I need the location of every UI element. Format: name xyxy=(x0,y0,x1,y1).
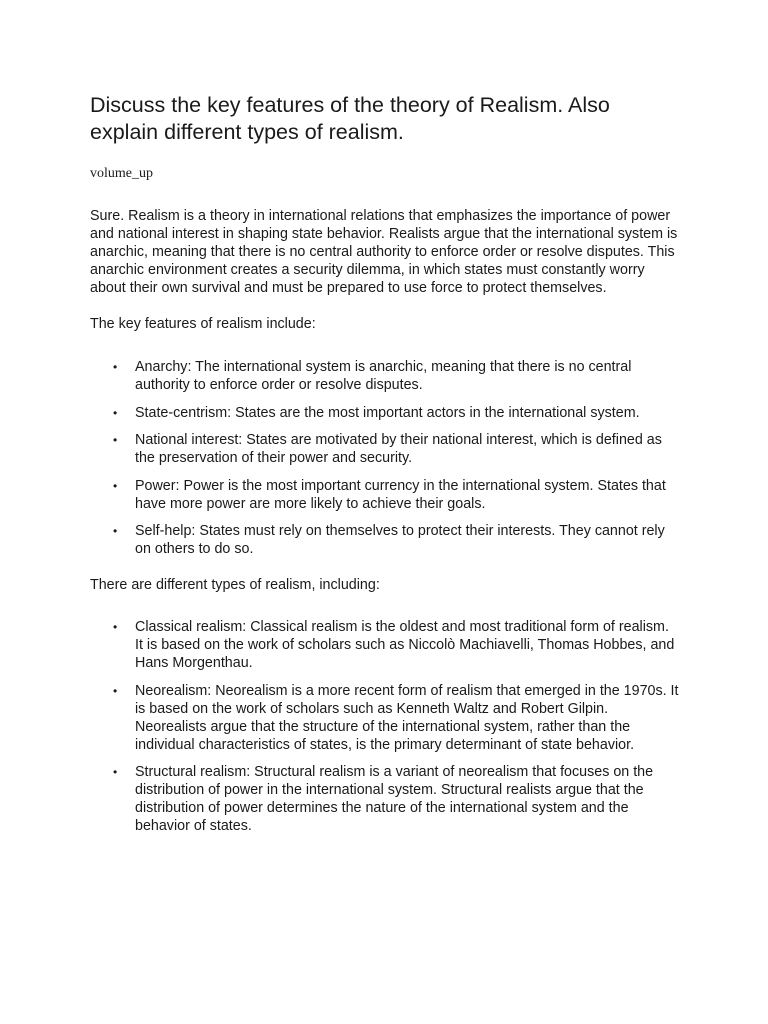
bullet-icon: • xyxy=(113,478,118,493)
list-item-text: Classical realism: Classical realism is the oldest and most traditional form of realism. It is based on the work of scholars such as Niccolò Machiavelli, Thomas Hobbes, and Hans Morgenthau. xyxy=(135,619,675,671)
list-item xyxy=(90,763,680,835)
list-item xyxy=(90,431,680,467)
list-item xyxy=(90,404,680,422)
bullet-icon: • xyxy=(113,405,118,420)
list-item-text: State-centrism: States are the most important actors in the international system. xyxy=(135,404,640,421)
list-item xyxy=(90,477,680,513)
types-list xyxy=(90,618,680,835)
bullet-icon: • xyxy=(113,433,118,447)
volume-up-icon[interactable]: volume_up xyxy=(90,166,153,181)
bullet-icon: • xyxy=(113,620,118,634)
list-item-text: Neorealism: Neorealism is a more recent form of realism that emerged in the 1970s. It is based on the work of scholars such as Kenneth Waltz and Robert Gilpin. Neorealists argue that the structure of the international system, rather than the individual characteristics of states, is the primary determinant of state behavior. xyxy=(135,682,679,753)
document-page xyxy=(90,92,680,845)
list-item-text: Anarchy: The international system is anarchic, meaning that there is no central authority to enforce order or resolve disputes. xyxy=(135,359,632,393)
list-item xyxy=(90,358,680,394)
list-item-text: Power: Power is the most important currency in the international system. States that have more power are more likely to achieve their goals. xyxy=(135,477,666,512)
bullet-icon: • xyxy=(113,360,118,374)
list-item xyxy=(90,682,680,754)
bullet-icon: • xyxy=(113,524,118,538)
page-title: Discuss the key features of the theory of Realism. Also explain different types of realism. xyxy=(90,93,610,144)
bullet-icon: • xyxy=(113,683,118,698)
features-list xyxy=(90,358,680,558)
bullet-icon: • xyxy=(113,765,118,779)
list-item xyxy=(90,522,680,558)
list-item-text: National interest: States are motivated by their national interest, which is defined as the preservation of their power and security. xyxy=(135,432,662,466)
list-item-text: Structural realism: Structural realism is a variant of neorealism that focuses on the distribution of power in the international system. Structural realists argue that the distribution of power determines the nature of the international system and the behavior of states. xyxy=(135,764,654,834)
list-item-text: Self-help: States must rely on themselves to protect their interests. They cannot rely on others to do so. xyxy=(135,523,665,557)
types-heading: There are different types of realism, including: xyxy=(90,577,380,593)
features-heading: The key features of realism include: xyxy=(90,316,316,332)
intro-paragraph: Sure. Realism is a theory in international relations that emphasizes the importance of power and national interest in shaping state behavior. Realists argue that the international system is anarchic, meaning that there is no central authority to enforce order or resolve disputes. This anarchic environment creates a security dilemma, in which states must constantly worry about their own survival and must be prepared to use force to protect themselves. xyxy=(90,208,678,296)
list-item xyxy=(90,618,680,672)
